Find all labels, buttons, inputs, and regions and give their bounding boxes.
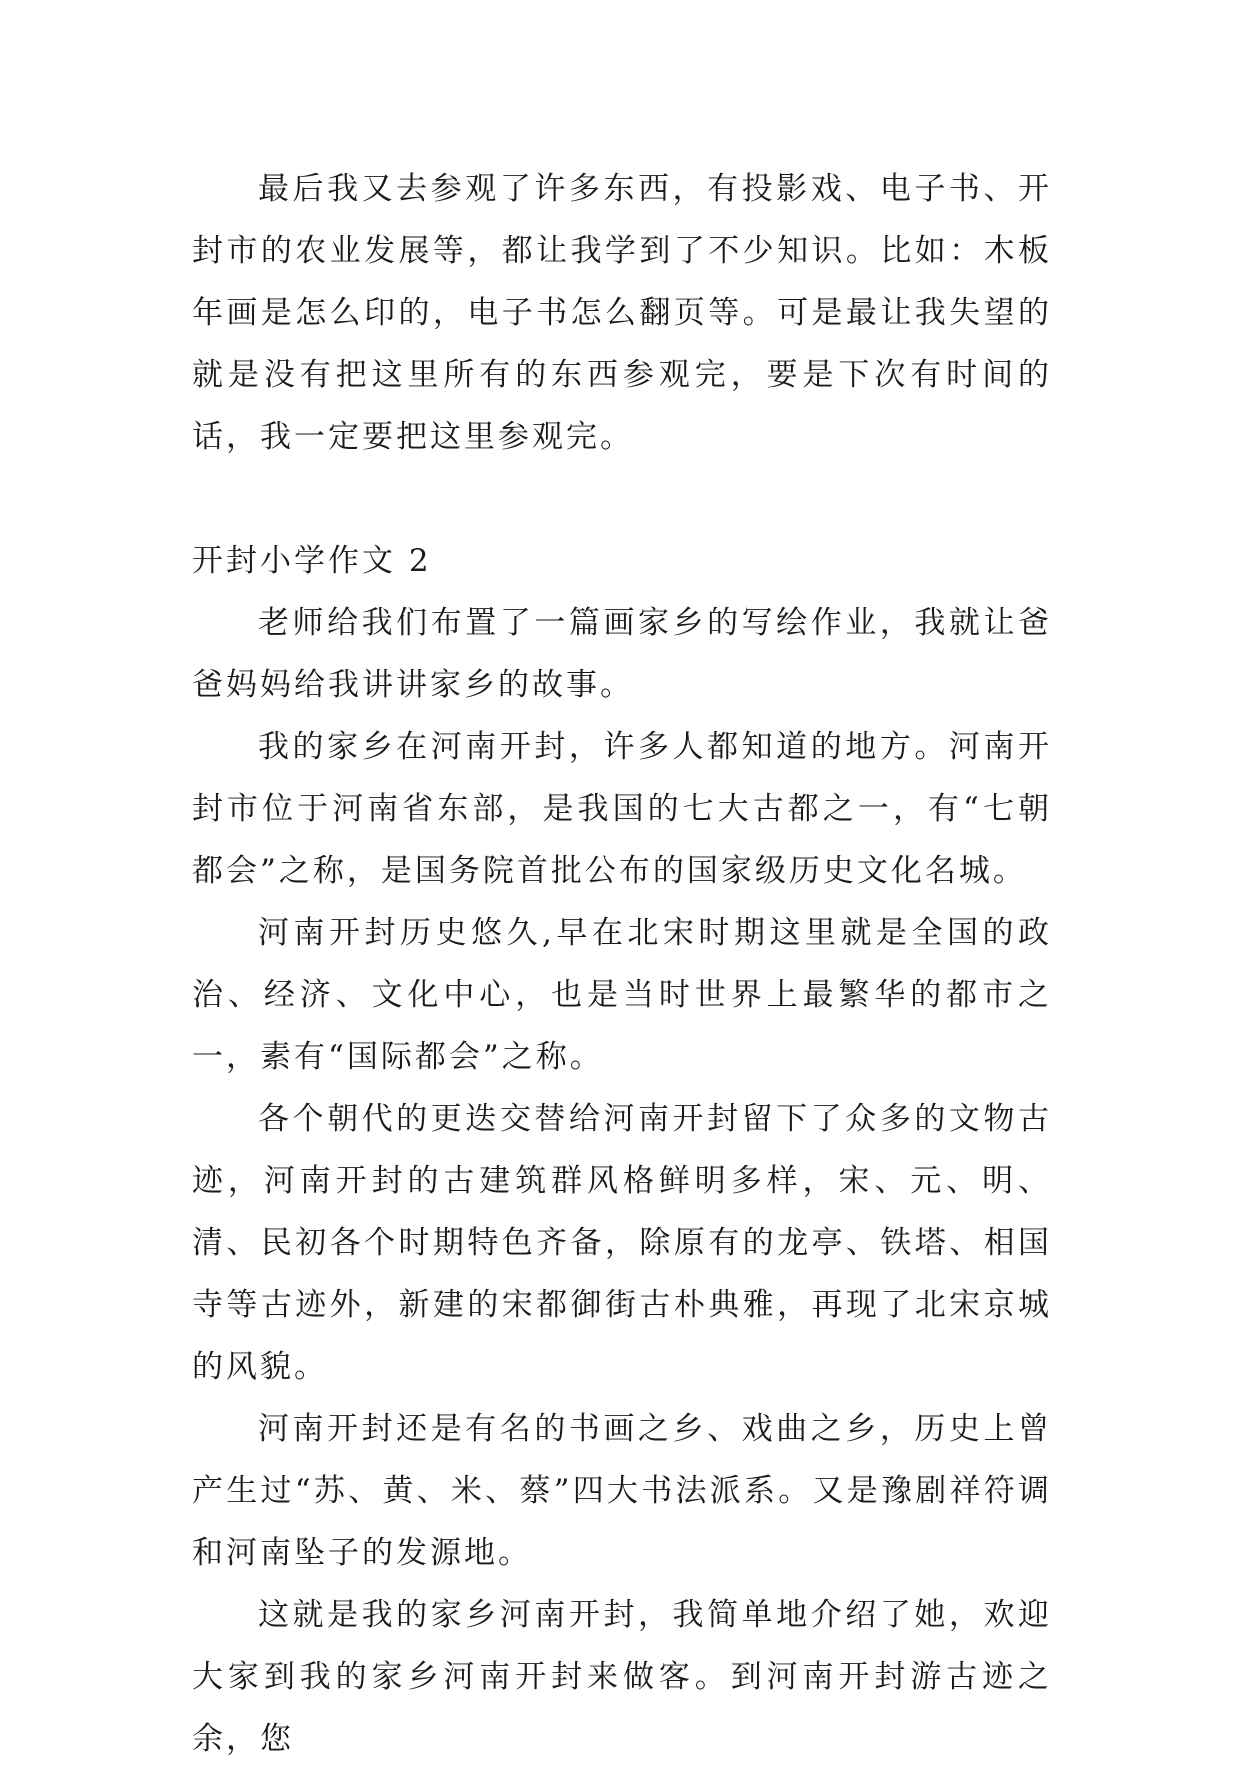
paragraph-4: 河南开封历史悠久,早在北宋时期这里就是全国的政治、经济、文化中心，也是当时世界上最繁华的都市之一，素有“国际都会”之称。 <box>192 915 1052 1075</box>
paragraph-3: 我的家乡在河南开封，许多人都知道的地方。河南开封市位于河南省东部，是我国的七大古都之一，有“七朝都会”之称，是国务院首批公布的国家级历史文化名城。 <box>192 729 1052 889</box>
paragraph-6: 河南开封还是有名的书画之乡、戏曲之乡，历史上曾产生过“苏、黄、米、蔡”四大书法派系。又是豫剧祥符调和河南坠子的发源地。 <box>192 1411 1052 1571</box>
paragraph-7: 这就是我的家乡河南开封，我简单地介绍了她，欢迎大家到我的家乡河南开封来做客。到河南开封游古迹之余，您 <box>192 1597 1052 1757</box>
paragraph-2: 老师给我们布置了一篇画家乡的写绘作业，我就让爸爸妈妈给我讲讲家乡的故事。 <box>192 605 1052 703</box>
section-title: 开封小学作文 2 <box>192 543 432 579</box>
paragraph-1: 最后我又去参观了许多东西，有投影戏、电子书、开封市的农业发展等，都让我学到了不少知识。比如：木板年画是怎么印的，电子书怎么翻页等。可是最让我失望的就是没有把这里所有的东西参观完，要是下次有时间的话，我一定要把这里参观完。 <box>192 171 1052 455</box>
paragraph-5: 各个朝代的更迭交替给河南开封留下了众多的文物古迹，河南开封的古建筑群风格鲜明多样，宋、元、明、清、民初各个时期特色齐备，除原有的龙亭、铁塔、相国寺等古迹外，新建的宋都御街古朴典雅，再现了北宋京城的风貌。 <box>192 1101 1052 1385</box>
document-page <box>192 158 1052 1770</box>
